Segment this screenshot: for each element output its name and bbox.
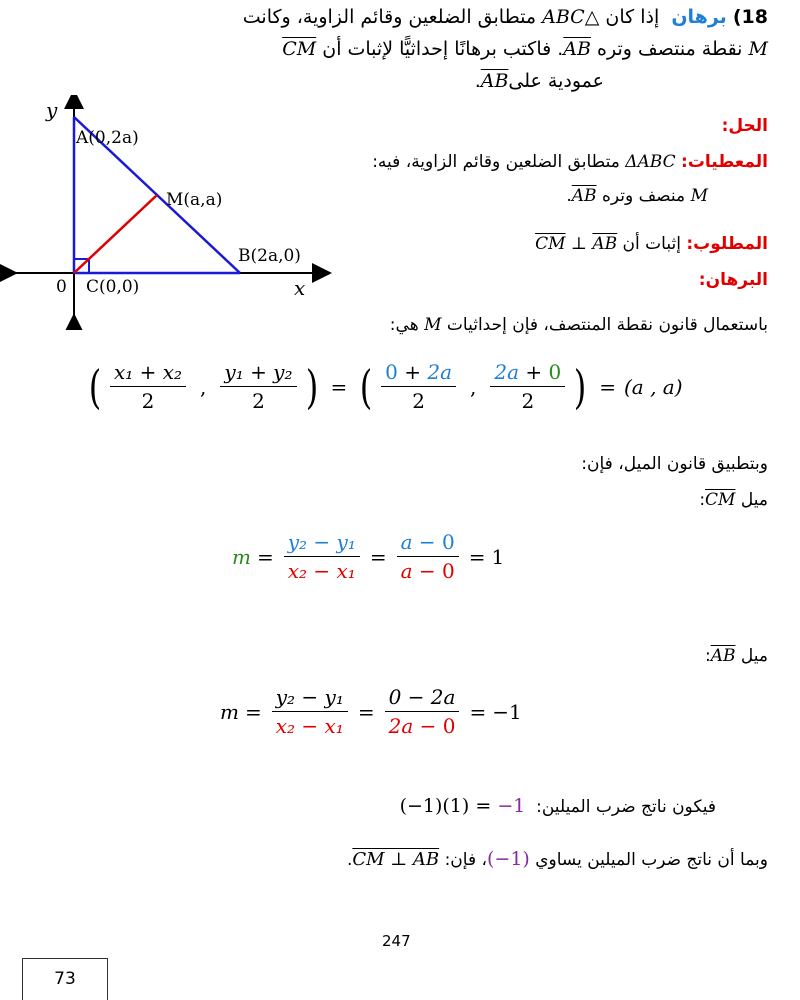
segment-cm-line [74, 195, 157, 273]
var-m: M [690, 186, 708, 206]
product-line: فيكون ناتج ضرب الميلين: (−1)(1) = −1 [399, 795, 716, 817]
given-line-1 [372, 152, 768, 172]
problem-tag: برهان [671, 6, 727, 28]
segment-ab: AB [480, 70, 509, 92]
problem-line-1 [243, 6, 768, 28]
problem-text: نقطة منتصف وتره [597, 38, 743, 60]
required-line [535, 234, 768, 254]
midpoint-result: (a , a) [624, 374, 683, 399]
proof-label: البرهان: [698, 270, 768, 290]
slope-ab-label: ميل AB: [704, 646, 768, 666]
given-line-2: M منصف وتره AB. [566, 186, 708, 206]
problem-text: عمودية على [508, 70, 604, 92]
origin-label: 0 [56, 277, 67, 297]
product-value: −1 [497, 795, 526, 817]
segment-ab: AB [563, 38, 591, 60]
problem-text: . فاكتب برهانًا إحداثيًّا لإثبات أن [322, 38, 564, 60]
coordinate-diagram [0, 95, 340, 330]
footer-box: 73 [22, 958, 108, 1000]
slope-cm-equation: m = $\frac{\text{y₂ − y₁}}{\text{x₂ − x₁}}$ = $\frac{a - 0}{a - 0}$ = 1 [232, 530, 505, 583]
conclusion-line: وبما أن ناتج ضرب الميلين يساوي (−1)، فإن: CM ⊥ AB. [346, 848, 768, 870]
conclusion-value: (−1) [486, 848, 530, 870]
problem-line-3: عمودية علىAB. [474, 70, 604, 92]
slope-intro: وبتطبيق قانون الميل، فإن: [581, 454, 768, 474]
segment-cm: CM [705, 490, 736, 510]
given-text: متطابق الضلعين وقائم الزاوية، فيه: [372, 152, 620, 172]
midpoint-suffix: هي: [389, 315, 419, 335]
given-label: المعطيات: [681, 152, 768, 172]
required-label: المطلوب: [686, 234, 768, 254]
triangle-abc: ΔABC [625, 152, 676, 172]
point-m-label: M(a,a) [166, 190, 223, 210]
segment-ab: AB [571, 186, 597, 206]
conclusion-expr: CM ⊥ AB [352, 849, 440, 870]
problem-number: 18) [732, 6, 768, 28]
var-m: M [748, 38, 768, 60]
conclusion-text: وبما أن ناتج ضرب الميلين يساوي [535, 850, 768, 870]
given-text: منصف وتره [601, 186, 686, 206]
perp-expr: $\overline{CM}$ ⊥ $\overline{AB}$ [535, 234, 618, 254]
midpoint-equation: ( $\frac{\text{x₁ + x₂}}{2}$ , $\frac{\text{y₁ + y₂}}{2}$ ) = ( $\frac{0 + 2a}{2}$ , $\frac{2a + 0}{2}$ ) = (a , a) [88, 359, 683, 414]
segment-ab: AB [710, 646, 736, 666]
y-axis-label: y [46, 98, 58, 122]
page-number: 247 [382, 932, 411, 950]
required-text: إثبات أن [622, 234, 681, 254]
problem-line-2 [282, 38, 768, 60]
product-text: فيكون ناتج ضرب الميلين: [536, 797, 716, 817]
point-c-label: C(0,0) [86, 277, 140, 297]
slope-cm-result: 1 [491, 544, 505, 569]
slope-ab-result: −1 [492, 699, 522, 724]
triangle-symbol: △ [584, 6, 600, 28]
point-b-label: B(2a,0) [238, 246, 301, 266]
midpoint-line [390, 315, 768, 335]
segment-cm: CM [282, 38, 317, 60]
var-m: M [424, 315, 442, 335]
x-axis-label: x [294, 276, 306, 300]
solution-label: الحل: [721, 116, 768, 136]
slope-ab-equation: m = $\frac{\text{y₂ − y₁}}{\text{x₂ − x₁}}$ = $\frac{0 - 2a}{2a - 0}$ = −1 [220, 685, 522, 738]
triangle-abc: ABC△ [542, 6, 600, 28]
point-a-label: A(0,2a) [76, 128, 139, 148]
problem-text: إذا كان [605, 6, 660, 28]
slope-cm-label: ميل CM: [699, 490, 768, 510]
problem-text: متطابق الضلعين وقائم الزاوية، وكانت [242, 6, 537, 28]
midpoint-text: باستعمال قانون نقطة المنتصف، فإن إحداثيات [446, 315, 768, 335]
